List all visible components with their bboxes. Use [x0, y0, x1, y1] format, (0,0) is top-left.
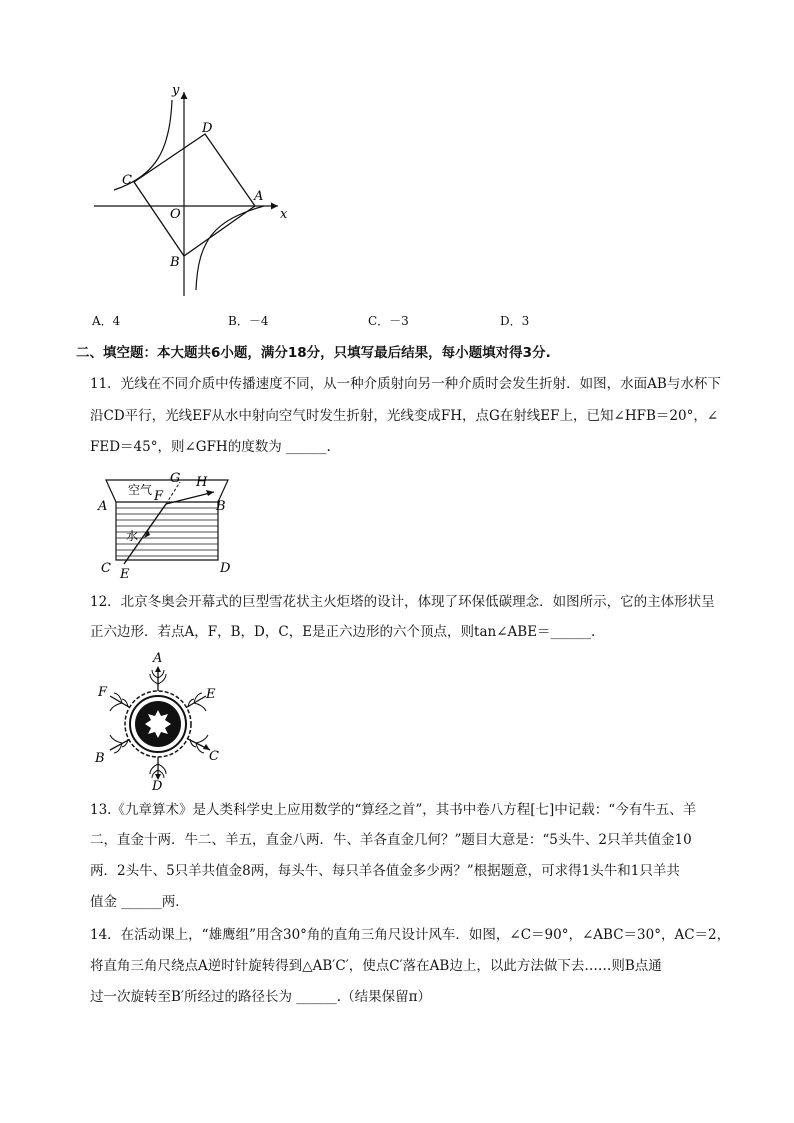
- label-g: G: [170, 471, 181, 486]
- arrow-head-a: [155, 666, 161, 672]
- q11-line-3: FED＝45°，则∠GFH的度数为 ______.: [90, 439, 331, 455]
- figure-q10-coordinate-square: [88, 80, 308, 302]
- label-f: F: [154, 489, 164, 504]
- option-b[interactable]: B．－4: [228, 314, 269, 328]
- q13-line-2: 二，直金十两．牛二、羊五，直金八两．牛、羊各直金几何？”题目大意是：“5头牛、2只羊共值金10: [90, 832, 692, 848]
- label-c: C: [209, 749, 219, 764]
- square-abcd: [134, 134, 255, 256]
- label-c: C: [122, 173, 132, 188]
- section-heading-fill-in: 二、填空题：本大题共6小题，满分18分，只填写最后结果，每小题填对得3分.: [76, 345, 551, 361]
- q13-line-1: 13.《九章算术》是人类科学史上应用数学的“算经之首”，其书中卷八方程[七]中记载：“今有牛五、羊: [90, 802, 697, 818]
- label-b: B: [216, 499, 226, 514]
- q12-line-1: 12．北京冬奥会开幕式的巨型雪花状主火炬塔的设计，体现了环保低碳理念．如图所示，它的主体形状呈: [90, 594, 715, 610]
- q11-line-2: 沿CD平行，光线EF从水中射向空气时发生折射，光线变成FH，点G在射线EF上，已知∠HFB＝20°，∠: [90, 408, 719, 424]
- option-a[interactable]: A．4: [92, 314, 121, 328]
- label-y: y: [172, 83, 180, 98]
- label-a: A: [254, 189, 264, 204]
- option-d[interactable]: D．3: [500, 314, 530, 328]
- q10-options: [92, 312, 632, 330]
- label-air: 空气: [128, 483, 153, 497]
- label-water: 水: [126, 529, 139, 543]
- label-d: D: [202, 121, 213, 136]
- label-e: E: [206, 687, 216, 702]
- option-c[interactable]: C．－3: [368, 314, 409, 328]
- label-a: A: [153, 651, 163, 666]
- label-b: B: [95, 751, 105, 766]
- q14-line-3: 过一次旋转至B′所经过的路径长为 ______.（结果保留π）: [90, 989, 431, 1005]
- label-x: x: [280, 207, 288, 222]
- q13-line-4: 值金 ______两．: [90, 894, 189, 910]
- label-c: C: [101, 561, 111, 576]
- q13-line-3: 两．2头牛、5只羊共值金8两，每头牛、每只羊各值金多少两？”根据题意，可求得1头牛和1只羊共: [90, 863, 680, 879]
- label-f: F: [98, 685, 108, 700]
- q12-line-2: 正六边形．若点A，F，B，D，C，E是正六边形的六个顶点，则tan∠ABE＝______.: [90, 624, 596, 640]
- figure-q12-snowflake: [92, 650, 226, 792]
- q14-line-1: 14．在活动课上，“雄鹰组”用含30°角的直角三角尺设计风车．如图，∠C＝90°，∠ABC＝30°，AC＝2，: [90, 927, 731, 943]
- figure-q11-light-refraction: [96, 468, 246, 580]
- label-d: D: [220, 561, 231, 576]
- label-h: H: [196, 475, 208, 490]
- label-a: A: [98, 499, 108, 514]
- label-e: E: [120, 567, 130, 580]
- label-o: O: [170, 207, 181, 222]
- label-b: B: [170, 255, 180, 270]
- q11-line-1: 11．光线在不同介质中传播速度不同，从一种介质射向另一种介质时会发生折射．如图，水面AB与水杯下: [90, 376, 721, 392]
- hyperbola-branch-lower-right: [196, 206, 264, 290]
- q14-line-2: 将直角三角尺绕点A逆时针旋转得到△AB′C′，使点C′落在AB边上，以此方法做下去……则B点通: [90, 958, 662, 974]
- label-d: D: [152, 779, 163, 792]
